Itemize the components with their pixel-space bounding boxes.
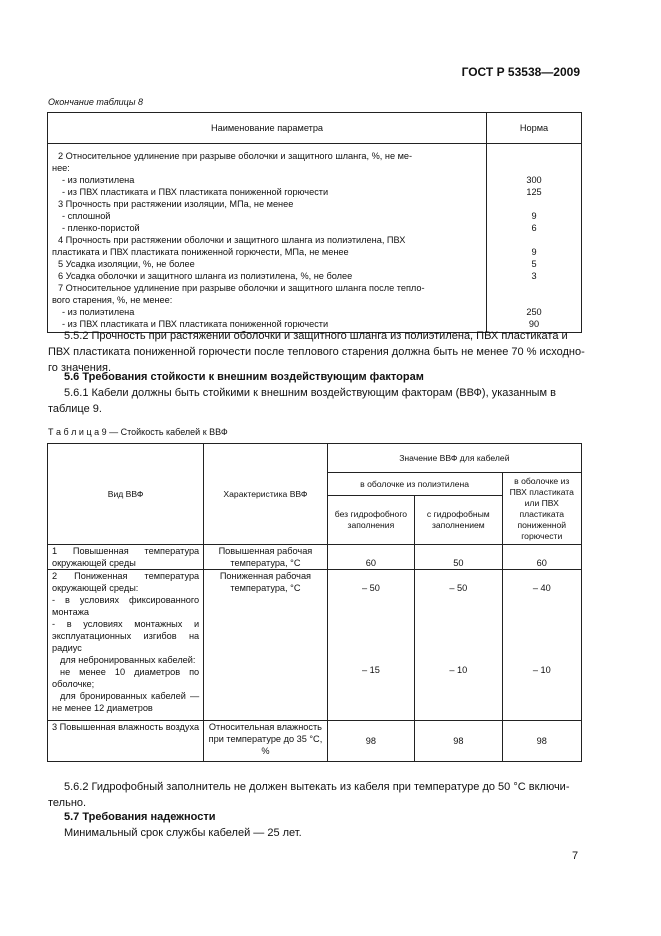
table8-param-cell: 7 Относительное удлинение при разрыве оболочки и защитного шланга после тепло- bbox=[48, 282, 487, 294]
table9-row2-sub1: - в условиях фиксированного монтажа bbox=[52, 595, 200, 617]
table8-param-cell: - сплошной bbox=[48, 210, 487, 222]
table8-param-cell: - из полиэтилена bbox=[48, 306, 487, 318]
table9-header-hydro: с гидрофобным заполнением bbox=[415, 496, 502, 545]
table8-norm-cell bbox=[487, 162, 582, 174]
table8-norm-cell: 90 bbox=[487, 318, 582, 333]
table8-param-cell: - пленко-пористой bbox=[48, 222, 487, 234]
table8-param-cell: пластиката и ПВХ пластиката пониженной горючести, МПа, не менее bbox=[48, 246, 487, 258]
table9-header-type: Вид ВВФ bbox=[48, 444, 204, 545]
table9-row1-v1: 60 bbox=[327, 545, 414, 570]
table9-row-2 bbox=[48, 570, 582, 721]
table9-caption: Т а б л и ц а 9 — Стойкость кабелей к ВВФ bbox=[48, 427, 228, 437]
table8-header-param: Наименование параметра bbox=[48, 113, 487, 144]
table9-row2-sub4: не менее 10 диаметров по оболочке; bbox=[52, 667, 200, 689]
table8-row bbox=[48, 258, 582, 270]
table8-param-cell: 2 Относительное удлинение при разрыве оболочки и защитного шланга, %, не ме- bbox=[48, 144, 487, 163]
table8-row bbox=[48, 234, 582, 246]
table8-param-cell: 5 Усадка изоляции, %, не более bbox=[48, 258, 487, 270]
table9-header-nohydro: без гидрофобного заполнения bbox=[327, 496, 414, 545]
table9-row2-sub5: для бронированных кабелей — не менее 12 диаметров bbox=[52, 691, 200, 713]
table8-norm-cell: 9 bbox=[487, 246, 582, 258]
table8-norm-cell bbox=[487, 282, 582, 294]
table8-row bbox=[48, 174, 582, 186]
table9-row1-v3: 60 bbox=[502, 545, 581, 570]
table8-norm-cell bbox=[487, 234, 582, 246]
table9-row2-type-title: 2 Пониженная температура окружающей среды: bbox=[52, 571, 200, 593]
paragraph-5-7: Минимальный срок службы кабелей — 25 лет. bbox=[64, 827, 302, 839]
table9-row3-v1: 98 bbox=[327, 721, 414, 762]
table9-row2-b3: – 10 bbox=[532, 665, 551, 675]
table9-row3-char: Относительная влажность при температуре до 35 °С, % bbox=[204, 721, 328, 762]
table8-norm-cell bbox=[487, 144, 582, 163]
table8-header-norm: Норма bbox=[487, 113, 582, 144]
table8-row bbox=[48, 222, 582, 234]
table9-row-1 bbox=[48, 545, 582, 570]
table8-caption: Окончание таблицы 8 bbox=[48, 97, 143, 107]
table8-body bbox=[48, 144, 582, 333]
table9-header-pvc: в оболочке из ПВХ пластиката или ПВХ пластиката пониженной горючести bbox=[502, 473, 581, 545]
table8-norm-cell bbox=[487, 198, 582, 210]
table9-header-char: Характеристика ВВФ bbox=[204, 444, 328, 545]
section-5-7-title: 5.7 Требования надежности bbox=[64, 811, 216, 823]
paragraph-5-6-1-line2: таблице 9. bbox=[48, 403, 102, 415]
table8-norm-cell: 125 bbox=[487, 186, 582, 198]
table8-param-cell: 3 Прочность при растяжении изоляции, МПа, не менее bbox=[48, 198, 487, 210]
page-number: 7 bbox=[572, 850, 579, 862]
table9-row2-char: Пониженная рабочая температура, °С bbox=[204, 570, 328, 721]
table8-row bbox=[48, 162, 582, 174]
table8-row bbox=[48, 270, 582, 282]
paragraph-5-5-2-line3: го значения. bbox=[48, 362, 112, 374]
table9-row2-col3 bbox=[502, 570, 581, 721]
table8-row bbox=[48, 210, 582, 222]
table-8 bbox=[47, 112, 582, 333]
table9-row2-type bbox=[48, 570, 204, 721]
paragraph-5-5-2-line2: ПВХ пластиката пониженной горючести после теплового старения должна быть не менее 70 % исходно- bbox=[48, 346, 585, 358]
table9-row2-col1 bbox=[327, 570, 414, 721]
table8-param-cell: - из полиэтилена bbox=[48, 174, 487, 186]
table9-header-values: Значение ВВФ для кабелей bbox=[327, 444, 581, 473]
table9-row2-a3: – 40 bbox=[532, 583, 551, 593]
table9-row1-type: 1 Повышенная температура окружающей среды bbox=[48, 545, 204, 570]
table8-param-cell: нее: bbox=[48, 162, 487, 174]
table8-row bbox=[48, 246, 582, 258]
table9-row2-a1: – 50 bbox=[361, 583, 380, 593]
table8-norm-cell: 250 bbox=[487, 306, 582, 318]
table8-norm-cell: 6 bbox=[487, 222, 582, 234]
table8-row bbox=[48, 294, 582, 306]
table9-row1-char: Повышенная рабочая температура, °С bbox=[204, 545, 328, 570]
table8-row bbox=[48, 306, 582, 318]
table9-row3-v3: 98 bbox=[502, 721, 581, 762]
page-header-standard: ГОСТ Р 53538—2009 bbox=[461, 65, 580, 79]
table9-row2-a2: – 50 bbox=[449, 583, 468, 593]
section-5-6-title: 5.6 Требования стойкости к внешним воздействующим факторам bbox=[64, 371, 424, 383]
table8-param-cell: - из ПВХ пластиката и ПВХ пластиката пониженной горючести bbox=[48, 186, 487, 198]
table8-norm-cell: 5 bbox=[487, 258, 582, 270]
table8-row bbox=[48, 198, 582, 210]
table8-row bbox=[48, 186, 582, 198]
table9-row2-col2 bbox=[415, 570, 502, 721]
paragraph-5-5-2-line1: 5.5.2 Прочность при растяжении оболочки и защитного шланга из полиэтилена, ПВХ пластиката и bbox=[64, 330, 568, 342]
table9-row1-v2: 50 bbox=[415, 545, 502, 570]
table8-param-cell: 6 Усадка оболочки и защитного шланга из полиэтилена, %, не более bbox=[48, 270, 487, 282]
table8-param-cell: вого старения, %, не менее: bbox=[48, 294, 487, 306]
table8-norm-cell: 300 bbox=[487, 174, 582, 186]
table8-norm-cell: 9 bbox=[487, 210, 582, 222]
table8-param-cell: 4 Прочность при растяжении оболочки и защитного шланга из полиэтилена, ПВХ bbox=[48, 234, 487, 246]
table9-row-3 bbox=[48, 721, 582, 762]
table9-row2-b2: – 10 bbox=[449, 665, 468, 675]
table9-row2-sub3: для небронированных кабелей: bbox=[60, 655, 196, 665]
table9-row2-sub2: - в условиях монтажных и эксплуатационных изгибов на радиус bbox=[52, 619, 200, 653]
paragraph-5-6-2-line2: тельно. bbox=[48, 797, 87, 809]
table8-row bbox=[48, 144, 582, 163]
table9-row3-type: 3 Повышенная влажность воздуха bbox=[48, 721, 204, 762]
table9-header-pe: в оболочке из полиэтилена bbox=[327, 473, 502, 496]
table8-norm-cell bbox=[487, 294, 582, 306]
table9-row3-v2: 98 bbox=[415, 721, 502, 762]
table-9 bbox=[47, 443, 582, 762]
paragraph-5-6-2-line1: 5.6.2 Гидрофобный заполнитель не должен вытекать из кабеля при температуре до 50 °С включи- bbox=[64, 781, 570, 793]
table9-row2-b1: – 15 bbox=[361, 665, 380, 675]
table8-norm-cell: 3 bbox=[487, 270, 582, 282]
table8-row bbox=[48, 282, 582, 294]
paragraph-5-6-1-line1: 5.6.1 Кабели должны быть стойкими к внешним воздействующим факторам (ВВФ), указанным в bbox=[64, 387, 556, 399]
table8-param-cell: - из ПВХ пластиката и ПВХ пластиката пониженной горючести bbox=[48, 318, 487, 333]
